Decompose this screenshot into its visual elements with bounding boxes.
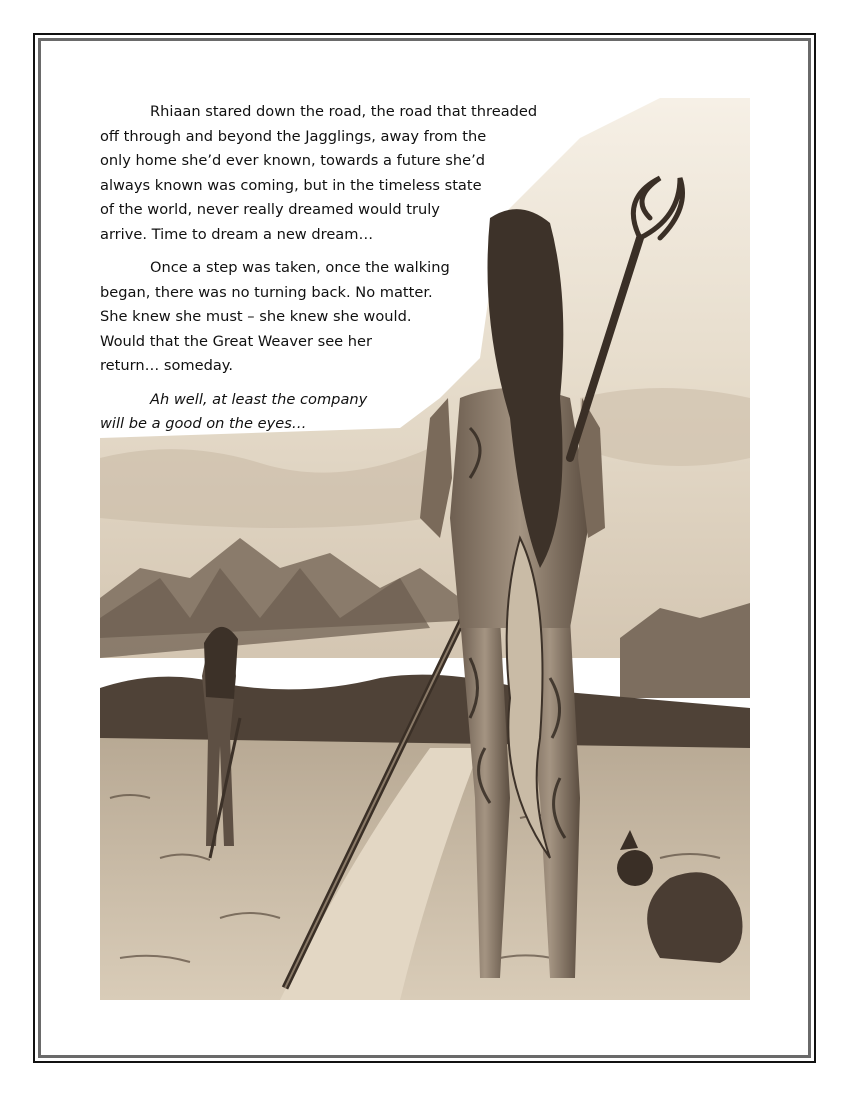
paragraph-1 bbox=[100, 100, 560, 247]
text-line: only home she’d ever known, towards a future she’d bbox=[100, 152, 485, 169]
clouds-right bbox=[580, 388, 750, 466]
text-line: will be a good on the eyes… bbox=[100, 415, 307, 432]
text-line: off through and beyond the Jagglings, away from the bbox=[100, 127, 487, 145]
text-line: Rhiaan stared down the road, the road that threaded bbox=[150, 103, 538, 120]
paragraph-2 bbox=[100, 256, 560, 379]
text-line: always known was coming, but in the timeless state bbox=[100, 176, 482, 194]
text-line: arrive. Time to dream a new dream… bbox=[100, 225, 374, 243]
text-line: return… someday. bbox=[100, 357, 233, 374]
text-line: She knew she must – she knew she would. bbox=[100, 308, 412, 325]
story-text bbox=[100, 100, 560, 446]
paragraph-3 bbox=[100, 388, 560, 437]
text-line: Once a step was taken, once the walking bbox=[150, 259, 450, 276]
text-line: began, there was no turning back. No matter. bbox=[100, 283, 433, 301]
text-line: Ah well, at least the company bbox=[150, 390, 368, 408]
text-line: Would that the Great Weaver see her bbox=[100, 332, 373, 350]
text-line: of the world, never really dreamed would truly bbox=[100, 201, 440, 218]
